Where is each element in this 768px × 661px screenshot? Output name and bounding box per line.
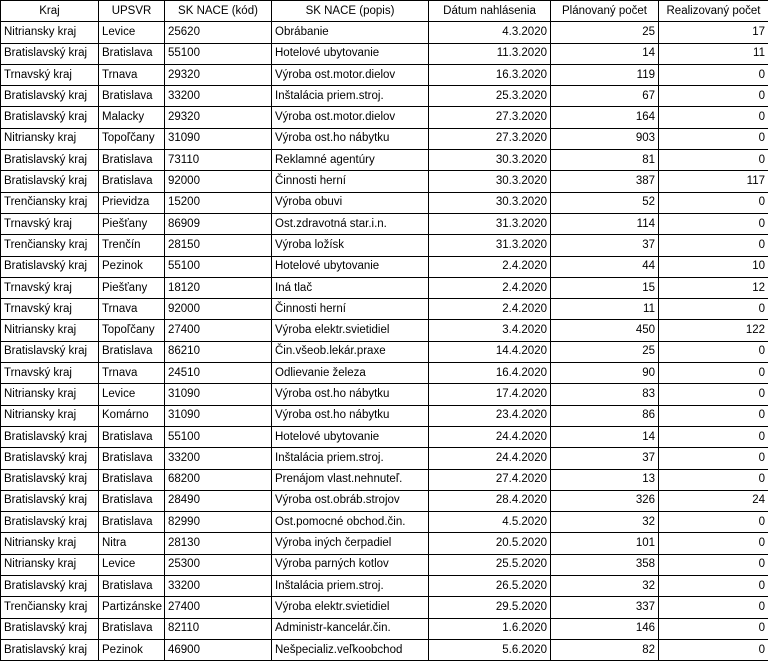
table-row [1, 597, 768, 618]
cell-planovany-pocet: 13 [551, 469, 659, 490]
cell-upsvr: Piešťany [99, 277, 165, 298]
cell-upsvr: Partizánske [99, 597, 165, 618]
cell-nace-kod: 33200 [165, 86, 272, 107]
cell-planovany-pocet: 52 [551, 192, 659, 213]
cell-realizovany-pocet: 17 [659, 22, 768, 43]
cell-realizovany-pocet: 0 [659, 150, 768, 171]
cell-nace-popis: Inštalácia priem.stroj. [272, 86, 429, 107]
cell-upsvr: Pezinok [99, 639, 165, 660]
cell-kraj: Bratislavský kraj [1, 86, 99, 107]
cell-planovany-pocet: 82 [551, 639, 659, 660]
cell-planovany-pocet: 164 [551, 107, 659, 128]
cell-realizovany-pocet: 0 [659, 639, 768, 660]
cell-upsvr: Trnava [99, 363, 165, 384]
cell-kraj: Nitriansky kraj [1, 554, 99, 575]
cell-planovany-pocet: 101 [551, 533, 659, 554]
cell-realizovany-pocet: 0 [659, 235, 768, 256]
cell-upsvr: Prievidza [99, 192, 165, 213]
cell-planovany-pocet: 14 [551, 43, 659, 64]
cell-planovany-pocet: 903 [551, 128, 659, 149]
cell-upsvr: Bratislava [99, 576, 165, 597]
cell-planovany-pocet: 25 [551, 341, 659, 362]
table-row [1, 533, 768, 554]
cell-upsvr: Bratislava [99, 150, 165, 171]
table-row [1, 107, 768, 128]
cell-upsvr: Bratislava [99, 512, 165, 533]
cell-nace-kod: 28150 [165, 235, 272, 256]
cell-upsvr: Pezinok [99, 256, 165, 277]
cell-nace-popis: Výroba ost.motor.dielov [272, 64, 429, 85]
table-row [1, 512, 768, 533]
cell-realizovany-pocet: 0 [659, 512, 768, 533]
cell-realizovany-pocet: 0 [659, 384, 768, 405]
column-header-planovany-pocet: Plánovaný počet [551, 1, 659, 22]
cell-kraj: Nitriansky kraj [1, 320, 99, 341]
cell-nace-kod: 18120 [165, 277, 272, 298]
cell-datum: 16.3.2020 [429, 64, 551, 85]
cell-upsvr: Piešťany [99, 213, 165, 234]
table-header-row [1, 1, 768, 22]
table-row [1, 192, 768, 213]
table-row [1, 405, 768, 426]
cell-kraj: Trnavský kraj [1, 64, 99, 85]
cell-realizovany-pocet: 12 [659, 277, 768, 298]
cell-planovany-pocet: 114 [551, 213, 659, 234]
cell-realizovany-pocet: 11 [659, 43, 768, 64]
cell-realizovany-pocet: 0 [659, 576, 768, 597]
cell-datum: 16.4.2020 [429, 363, 551, 384]
cell-nace-kod: 86210 [165, 341, 272, 362]
cell-planovany-pocet: 90 [551, 363, 659, 384]
cell-kraj: Bratislavský kraj [1, 490, 99, 511]
cell-nace-kod: 68200 [165, 469, 272, 490]
cell-kraj: Bratislavský kraj [1, 512, 99, 533]
cell-kraj: Bratislavský kraj [1, 256, 99, 277]
cell-nace-kod: 31090 [165, 384, 272, 405]
cell-nace-popis: Činnosti herní [272, 171, 429, 192]
cell-datum: 26.5.2020 [429, 576, 551, 597]
table-row [1, 469, 768, 490]
cell-nace-kod: 33200 [165, 576, 272, 597]
cell-datum: 4.3.2020 [429, 22, 551, 43]
cell-datum: 5.6.2020 [429, 639, 551, 660]
column-header-realizovany-pocet: Realizovaný počet [659, 1, 768, 22]
cell-upsvr: Bratislava [99, 86, 165, 107]
cell-nace-popis: Inštalácia priem.stroj. [272, 448, 429, 469]
cell-datum: 27.3.2020 [429, 128, 551, 149]
cell-nace-popis: Výroba ost.ho nábytku [272, 405, 429, 426]
cell-upsvr: Bratislava [99, 469, 165, 490]
cell-kraj: Trnavský kraj [1, 213, 99, 234]
cell-datum: 24.4.2020 [429, 448, 551, 469]
cell-upsvr: Bratislava [99, 426, 165, 447]
table-row [1, 426, 768, 447]
cell-kraj: Trnavský kraj [1, 299, 99, 320]
cell-realizovany-pocet: 0 [659, 554, 768, 575]
cell-datum: 4.5.2020 [429, 512, 551, 533]
cell-planovany-pocet: 146 [551, 618, 659, 639]
cell-kraj: Bratislavský kraj [1, 576, 99, 597]
table-row [1, 22, 768, 43]
cell-upsvr: Trnava [99, 64, 165, 85]
cell-datum: 17.4.2020 [429, 384, 551, 405]
cell-datum: 2.4.2020 [429, 256, 551, 277]
table-row [1, 128, 768, 149]
cell-kraj: Trnavský kraj [1, 277, 99, 298]
cell-nace-kod: 55100 [165, 426, 272, 447]
cell-planovany-pocet: 119 [551, 64, 659, 85]
cell-kraj: Bratislavský kraj [1, 341, 99, 362]
column-header-datum: Dátum nahlásenia [429, 1, 551, 22]
table-row [1, 235, 768, 256]
cell-realizovany-pocet: 0 [659, 128, 768, 149]
cell-nace-popis: Ost.zdravotná star.i.n. [272, 213, 429, 234]
cell-nace-popis: Hotelové ubytovanie [272, 256, 429, 277]
cell-upsvr: Levice [99, 384, 165, 405]
cell-nace-popis: Odlievanie železa [272, 363, 429, 384]
cell-planovany-pocet: 358 [551, 554, 659, 575]
cell-realizovany-pocet: 0 [659, 363, 768, 384]
cell-nace-kod: 92000 [165, 171, 272, 192]
table-row [1, 618, 768, 639]
cell-datum: 28.4.2020 [429, 490, 551, 511]
cell-datum: 20.5.2020 [429, 533, 551, 554]
cell-upsvr: Bratislava [99, 171, 165, 192]
table-row [1, 171, 768, 192]
cell-kraj: Bratislavský kraj [1, 618, 99, 639]
cell-nace-kod: 28130 [165, 533, 272, 554]
cell-nace-popis: Výroba elektr.svietidiel [272, 320, 429, 341]
cell-nace-popis: Výroba ost.ho nábytku [272, 384, 429, 405]
cell-realizovany-pocet: 0 [659, 192, 768, 213]
cell-datum: 27.4.2020 [429, 469, 551, 490]
cell-datum: 31.3.2020 [429, 213, 551, 234]
cell-datum: 24.4.2020 [429, 426, 551, 447]
cell-planovany-pocet: 337 [551, 597, 659, 618]
cell-planovany-pocet: 67 [551, 86, 659, 107]
cell-nace-popis: Výroba elektr.svietidiel [272, 597, 429, 618]
cell-datum: 25.3.2020 [429, 86, 551, 107]
cell-nace-kod: 27400 [165, 597, 272, 618]
cell-datum: 2.4.2020 [429, 277, 551, 298]
cell-nace-kod: 92000 [165, 299, 272, 320]
cell-kraj: Nitriansky kraj [1, 405, 99, 426]
cell-kraj: Bratislavský kraj [1, 426, 99, 447]
cell-kraj: Bratislavský kraj [1, 43, 99, 64]
cell-realizovany-pocet: 0 [659, 597, 768, 618]
cell-nace-kod: 28490 [165, 490, 272, 511]
cell-nace-popis: Iná tlač [272, 277, 429, 298]
cell-nace-kod: 24510 [165, 363, 272, 384]
cell-nace-kod: 82990 [165, 512, 272, 533]
cell-planovany-pocet: 32 [551, 576, 659, 597]
cell-nace-kod: 33200 [165, 448, 272, 469]
cell-planovany-pocet: 86 [551, 405, 659, 426]
cell-nace-kod: 15200 [165, 192, 272, 213]
cell-upsvr: Bratislava [99, 448, 165, 469]
table-row [1, 86, 768, 107]
cell-realizovany-pocet: 117 [659, 171, 768, 192]
cell-kraj: Nitriansky kraj [1, 22, 99, 43]
cell-nace-kod: 82110 [165, 618, 272, 639]
cell-realizovany-pocet: 24 [659, 490, 768, 511]
cell-nace-kod: 31090 [165, 128, 272, 149]
cell-datum: 14.4.2020 [429, 341, 551, 362]
cell-kraj: Bratislavský kraj [1, 171, 99, 192]
cell-nace-popis: Nešpecializ.veľkoobchod [272, 639, 429, 660]
table-row [1, 639, 768, 660]
cell-datum: 2.4.2020 [429, 299, 551, 320]
table-row [1, 576, 768, 597]
cell-planovany-pocet: 326 [551, 490, 659, 511]
table-body [1, 22, 768, 661]
cell-nace-kod: 46900 [165, 639, 272, 660]
cell-realizovany-pocet: 0 [659, 107, 768, 128]
cell-datum: 30.3.2020 [429, 171, 551, 192]
cell-nace-popis: Obrábanie [272, 22, 429, 43]
cell-nace-kod: 86909 [165, 213, 272, 234]
cell-kraj: Bratislavský kraj [1, 448, 99, 469]
cell-nace-popis: Výroba ost.motor.dielov [272, 107, 429, 128]
cell-upsvr: Bratislava [99, 490, 165, 511]
cell-nace-popis: Reklamné agentúry [272, 150, 429, 171]
cell-kraj: Nitriansky kraj [1, 533, 99, 554]
cell-upsvr: Topoľčany [99, 320, 165, 341]
cell-realizovany-pocet: 0 [659, 299, 768, 320]
cell-datum: 29.5.2020 [429, 597, 551, 618]
cell-nace-popis: Administr-kancelár.čin. [272, 618, 429, 639]
cell-realizovany-pocet: 0 [659, 469, 768, 490]
cell-upsvr: Bratislava [99, 618, 165, 639]
cell-realizovany-pocet: 10 [659, 256, 768, 277]
cell-nace-kod: 25300 [165, 554, 272, 575]
cell-upsvr: Levice [99, 22, 165, 43]
cell-nace-kod: 55100 [165, 256, 272, 277]
cell-planovany-pocet: 32 [551, 512, 659, 533]
column-header-nace-kod: SK NACE (kód) [165, 1, 272, 22]
cell-planovany-pocet: 44 [551, 256, 659, 277]
column-header-kraj: Kraj [1, 1, 99, 22]
cell-datum: 31.3.2020 [429, 235, 551, 256]
cell-kraj: Nitriansky kraj [1, 384, 99, 405]
cell-nace-kod: 25620 [165, 22, 272, 43]
cell-nace-popis: Čin.všeob.lekár.praxe [272, 341, 429, 362]
cell-datum: 25.5.2020 [429, 554, 551, 575]
table-row [1, 490, 768, 511]
table-row [1, 213, 768, 234]
cell-nace-popis: Ost.pomocné obchod.čin. [272, 512, 429, 533]
cell-kraj: Bratislavský kraj [1, 150, 99, 171]
table-row [1, 384, 768, 405]
cell-upsvr: Komárno [99, 405, 165, 426]
cell-datum: 27.3.2020 [429, 107, 551, 128]
cell-planovany-pocet: 37 [551, 235, 659, 256]
table-row [1, 320, 768, 341]
cell-realizovany-pocet: 0 [659, 341, 768, 362]
cell-kraj: Trenčiansky kraj [1, 192, 99, 213]
cell-upsvr: Bratislava [99, 43, 165, 64]
cell-nace-kod: 73110 [165, 150, 272, 171]
cell-nace-popis: Činnosti herní [272, 299, 429, 320]
cell-planovany-pocet: 25 [551, 22, 659, 43]
cell-planovany-pocet: 81 [551, 150, 659, 171]
cell-upsvr: Levice [99, 554, 165, 575]
cell-planovany-pocet: 450 [551, 320, 659, 341]
cell-nace-kod: 29320 [165, 107, 272, 128]
cell-nace-popis: Výroba ost.ho nábytku [272, 128, 429, 149]
table-header [1, 1, 768, 22]
cell-realizovany-pocet: 0 [659, 405, 768, 426]
cell-nace-popis: Výroba obuvi [272, 192, 429, 213]
cell-planovany-pocet: 387 [551, 171, 659, 192]
cell-kraj: Trenčiansky kraj [1, 235, 99, 256]
cell-kraj: Bratislavský kraj [1, 639, 99, 660]
cell-planovany-pocet: 15 [551, 277, 659, 298]
cell-datum: 30.3.2020 [429, 150, 551, 171]
cell-kraj: Trenčiansky kraj [1, 597, 99, 618]
cell-nace-popis: Výroba ložísk [272, 235, 429, 256]
cell-realizovany-pocet: 122 [659, 320, 768, 341]
cell-upsvr: Nitra [99, 533, 165, 554]
cell-nace-kod: 29320 [165, 64, 272, 85]
cell-planovany-pocet: 11 [551, 299, 659, 320]
table-row [1, 43, 768, 64]
table-row [1, 341, 768, 362]
cell-realizovany-pocet: 0 [659, 533, 768, 554]
cell-planovany-pocet: 37 [551, 448, 659, 469]
column-header-nace-popis: SK NACE (popis) [272, 1, 429, 22]
table-row [1, 150, 768, 171]
table-row [1, 256, 768, 277]
table-row [1, 363, 768, 384]
cell-datum: 1.6.2020 [429, 618, 551, 639]
column-header-upsvr: UPSVR [99, 1, 165, 22]
cell-kraj: Nitriansky kraj [1, 128, 99, 149]
cell-datum: 23.4.2020 [429, 405, 551, 426]
cell-upsvr: Topoľčany [99, 128, 165, 149]
cell-nace-kod: 27400 [165, 320, 272, 341]
cell-kraj: Bratislavský kraj [1, 107, 99, 128]
cell-nace-popis: Hotelové ubytovanie [272, 43, 429, 64]
cell-nace-popis: Prenájom vlast.nehnuteľ. [272, 469, 429, 490]
cell-planovany-pocet: 83 [551, 384, 659, 405]
cell-realizovany-pocet: 0 [659, 213, 768, 234]
cell-datum: 3.4.2020 [429, 320, 551, 341]
cell-realizovany-pocet: 0 [659, 86, 768, 107]
table-row [1, 448, 768, 469]
cell-upsvr: Malacky [99, 107, 165, 128]
cell-nace-popis: Výroba iných čerpadiel [272, 533, 429, 554]
table-row [1, 554, 768, 575]
cell-kraj: Trnavský kraj [1, 363, 99, 384]
cell-datum: 30.3.2020 [429, 192, 551, 213]
table-row [1, 299, 768, 320]
cell-kraj: Bratislavský kraj [1, 469, 99, 490]
cell-upsvr: Trenčín [99, 235, 165, 256]
cell-datum: 11.3.2020 [429, 43, 551, 64]
cell-nace-popis: Výroba parných kotlov [272, 554, 429, 575]
table-row [1, 64, 768, 85]
cell-planovany-pocet: 14 [551, 426, 659, 447]
cell-nace-popis: Inštalácia priem.stroj. [272, 576, 429, 597]
cell-upsvr: Bratislava [99, 341, 165, 362]
cell-nace-popis: Hotelové ubytovanie [272, 426, 429, 447]
cell-nace-kod: 31090 [165, 405, 272, 426]
cell-realizovany-pocet: 0 [659, 426, 768, 447]
cell-nace-kod: 55100 [165, 43, 272, 64]
cell-realizovany-pocet: 0 [659, 618, 768, 639]
table-row [1, 277, 768, 298]
cell-upsvr: Trnava [99, 299, 165, 320]
cell-realizovany-pocet: 0 [659, 64, 768, 85]
cell-nace-popis: Výroba ost.obráb.strojov [272, 490, 429, 511]
cell-realizovany-pocet: 0 [659, 448, 768, 469]
